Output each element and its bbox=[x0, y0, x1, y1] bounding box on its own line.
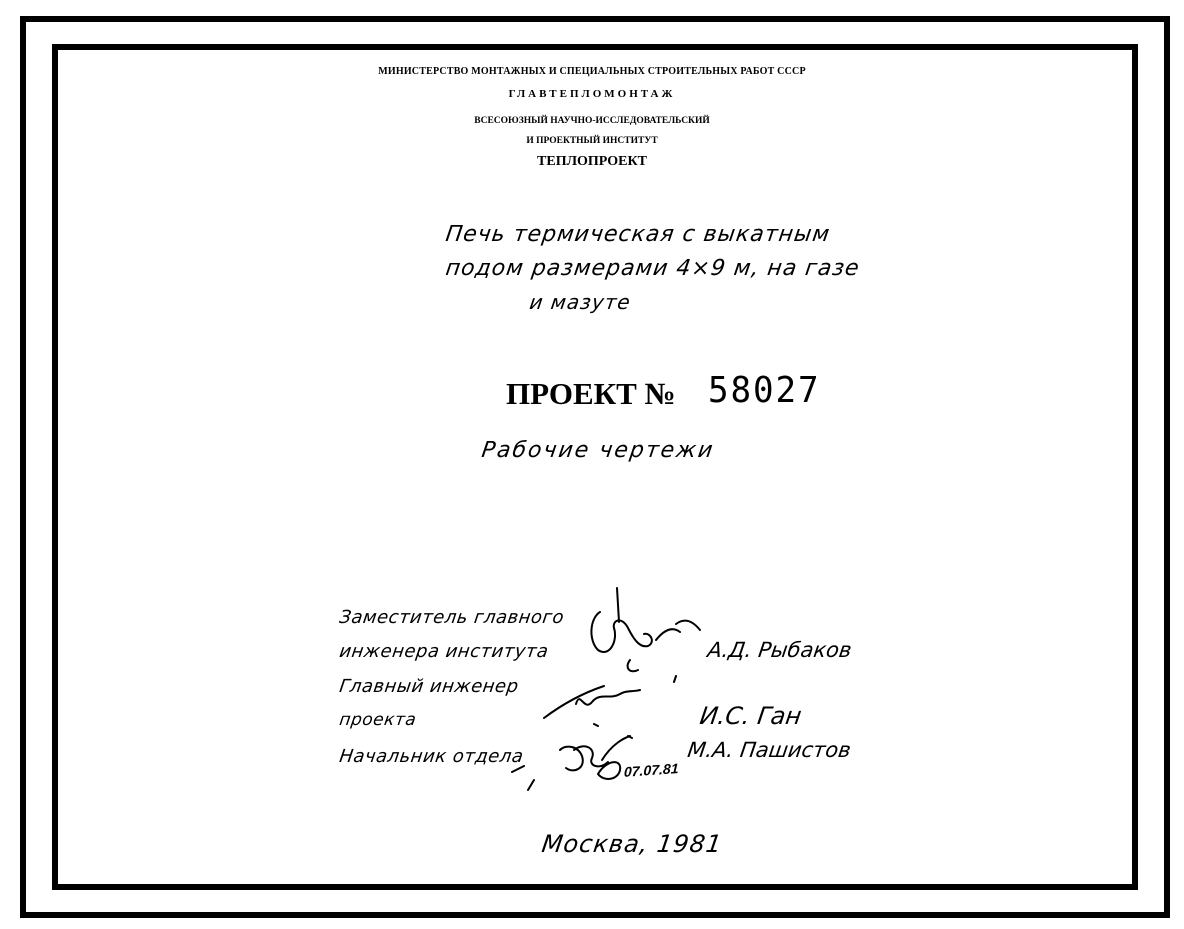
project-number: 58027 bbox=[708, 370, 821, 411]
ministry-line: МИНИСТЕРСТВО МОНТАЖНЫХ И СПЕЦИАЛЬНЫХ СТРОИТЕЛЬНЫХ РАБОТ СССР bbox=[378, 66, 806, 77]
title-line-1: Печь термическая с выкатным bbox=[444, 222, 832, 247]
role-1-line-1: Заместитель главного bbox=[338, 607, 566, 628]
project-label: ПРОЕКТ № bbox=[506, 376, 676, 411]
institute-name: ТЕПЛОПРОЕКТ bbox=[537, 154, 647, 169]
name-3: М.А. Пашистов bbox=[686, 738, 853, 762]
role-2-line-2: проекта bbox=[338, 710, 418, 730]
signature-date: 07.07.81 bbox=[623, 760, 679, 780]
title-line-3: и мазуте bbox=[528, 290, 633, 314]
inner-border bbox=[52, 44, 1138, 890]
role-1-line-2: инженера института bbox=[338, 641, 550, 662]
institute-line-2: И ПРОЕКТНЫЙ ИНСТИТУТ bbox=[526, 136, 658, 146]
role-3: Начальник отдела bbox=[338, 746, 525, 767]
institute-line-1: ВСЕСОЮЗНЫЙ НАУЧНО-ИССЛЕДОВАТЕЛЬСКИЙ bbox=[474, 116, 710, 126]
name-1: А.Д. Рыбаков bbox=[706, 638, 854, 662]
name-2: И.С. Ган bbox=[698, 702, 804, 730]
main-department bbox=[0, 88, 1184, 100]
main-department-text: ГЛАВТЕПЛОМОНТАЖ bbox=[508, 88, 676, 100]
city-year: Москва, 1981 bbox=[540, 830, 725, 858]
title-line-2: подом размерами 4×9 м, на газе bbox=[444, 256, 862, 281]
role-2-line-1: Главный инженер bbox=[338, 676, 521, 697]
document-subtitle: Рабочие чертежи bbox=[480, 438, 717, 463]
